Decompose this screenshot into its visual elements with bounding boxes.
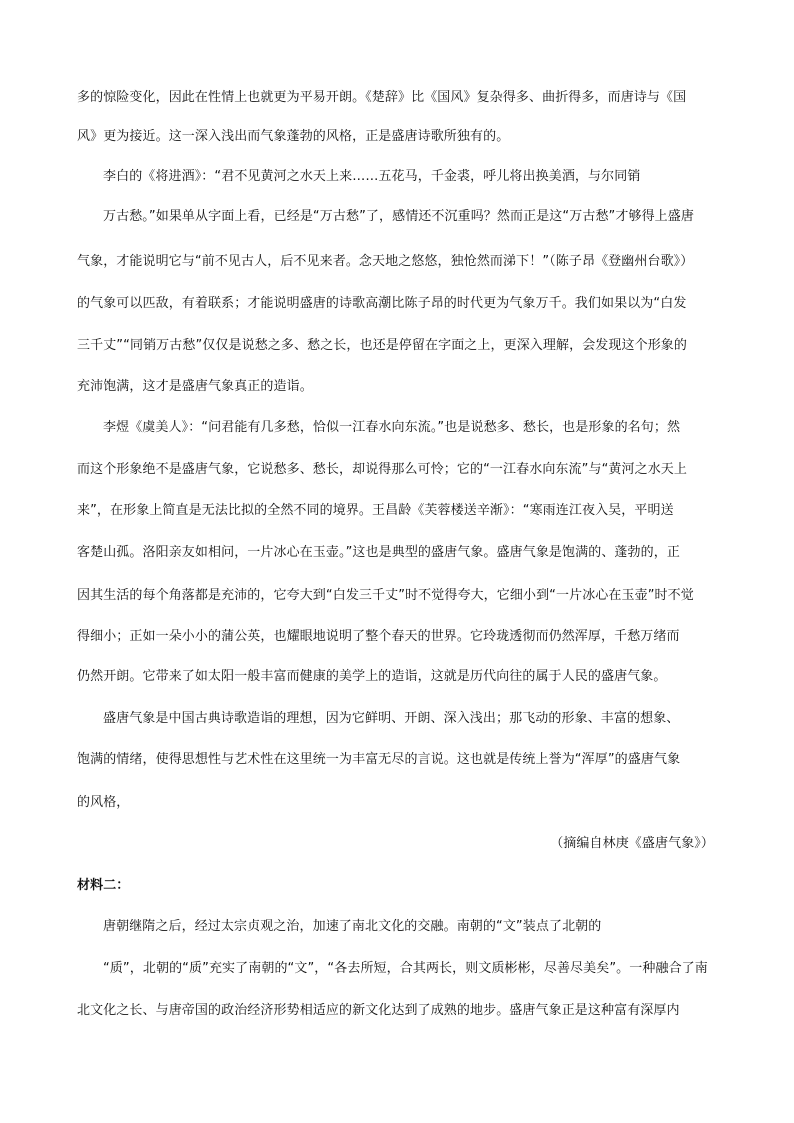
section-heading: 材料二： [77,878,130,893]
paragraph-line: 三千丈”“同销万古愁”仅仅是说愁之多、愁之长，也还是停留在字面之上，更深入理解，会发现这个形象的 [77,338,688,353]
paragraph-line: 充沛饱满，这才是盛唐气象真正的造诣。 [77,379,313,394]
paragraph-line: 来”，在形象上简直是无法比拟的全然不同的境界。王昌龄《芙蓉楼送辛渐》：“寒雨连江夜入吴，平明送 [77,503,674,518]
paragraph-line: 的风格， [77,795,130,810]
paragraph-line: 万古愁。”如果单从字面上看，已经是“万古愁”了，感情还不沉重吗？然而正是这“万古愁”才够得上盛唐 [103,209,694,224]
paragraph-line: 得细小；正如一朵小小的蒲公英，也耀眼地说明了整个春天的世界。它玲珑透彻而仍然浑厚，千愁万绪而 [77,629,680,644]
paragraph-line: 客楚山孤。洛阳亲友如相问，一片冰心在玉壶。”这也是典型的盛唐气象。盛唐气象是饱满的、蓬勃的，正 [77,545,680,560]
paragraph-line: 饱满的情绪，使得思想性与艺术性在这里统一为丰富无尽的言说。这也就是传统上誉为“浑厚”的盛唐气象 [77,752,681,767]
paragraph-line: 风》更为接近。这一深入浅出而气象蓬勃的风格，正是盛唐诗歌所独有的。 [77,129,510,144]
paragraph-line: 李白的《将进酒》：“君不见黄河之水天上来……五花马，千金裘，呼儿将出换美酒，与尔同销 [103,169,641,184]
paragraph-line: 多的惊险变化，因此在性情上也就更为平易开朗。《楚辞》比《国风》复杂得多、曲折得多，而唐诗与《国 [77,90,687,105]
paragraph-line: 因其生活的每个角落都是充沛的，它夸大到“白发三千丈”时不觉得夸大，它细小到“一片冰心在玉壶”时不觉 [77,588,694,603]
paragraph-line: 气象，才能说明它与“前不见古人，后不见来者。念天地之悠悠，独怆然而涕下！”（陈子昂《登幽州台歌》） [77,254,694,269]
paragraph-line: 仍然开朗。它带来了如太阳一般丰富而健康的美学上的造诣，这就是历代向往的属于人民的盛唐气象。 [77,669,667,684]
paragraph-line: 盛唐气象是中国古典诗歌造诣的理想，因为它鲜明、开朗、深入浅出；那飞动的形象、丰富的想象、 [103,711,680,726]
paragraph-line: 李煜《虞美人》：“问君能有几多愁，恰似一江春水向东流。”也是说愁多、愁长，也是形象的名句；然 [103,420,681,435]
paragraph-line: 而这个形象绝不是盛唐气象，它说愁多、愁长，却说得那么可怜；它的“一江春水向东流”与“黄河之水天上 [77,462,688,477]
paragraph-line: “质”，北朝的“质”充实了南朝的“文”，“各去所短，合其两长，则文质彬彬，尽善尽美矣”。一种融合了南 [103,961,708,976]
paragraph-line: 唐朝继隋之后，经过太宗贞观之治，加速了南北文化的交融。南朝的“文”装点了北朝的 [103,919,602,934]
source-citation: （摘编自林庚《盛唐气象》） [550,836,714,851]
paragraph-line: 北文化之长、与唐帝国的政治经济形势相适应的新文化达到了成熟的地步。盛唐气象正是这种富有深厚内 [77,1003,680,1018]
paragraph-line: 的气象可以匹敌，有着联系；才能说明盛唐的诗歌高潮比陈子昂的时代更为气象万千。我们如果以为“白发 [77,296,687,311]
